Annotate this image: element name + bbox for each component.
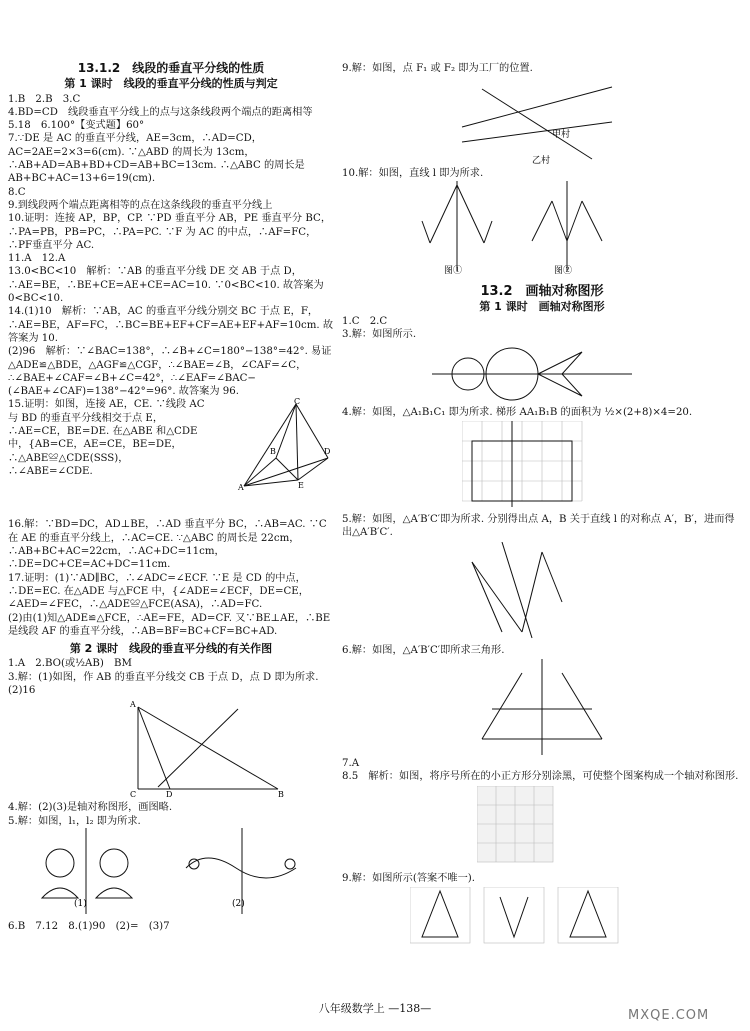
answer-line: 16.解：∵BD=DC，AD⊥BE，∴AD 垂直平分 BC，∴AB=AC. ∵C在 AE 的垂直平分线上，∴AC=CE. ∵△ABC 的周长是 22cm，∴AB+BC+AC=22cm，∴AC+DC=11cm，∴DE=DC+CE=AC+DC=11cm.	[8, 519, 327, 571]
lesson-title: 第 1 课时 画轴对称图形	[479, 299, 605, 313]
answer-line: 9.解：如图，点 F₁ 或 F₂ 即为工厂的位置.	[342, 63, 533, 74]
svg-text:A: A	[130, 700, 136, 710]
answer-line: 14.(1)10 解析：∵AB，AC 的垂直平分线分别交 BC 于点 E，F，∴AE=BE，AF=FC，∴BC=BE+EF+CF=AE+EF+AF=10cm. 故答案为 10.	[8, 306, 334, 344]
answer-line: 8.5 解析：如图，将序号所在的小正方形分别涂黑，可使整个图案构成一个轴对称图形.	[342, 771, 739, 783]
answer-line: 1.C 2.C	[342, 316, 388, 328]
answer-line: 8.C	[8, 186, 26, 198]
page-footer: 八年级数学上 —138—	[318, 1002, 432, 1015]
q3-fish-figure	[432, 344, 632, 404]
q9-map-figure	[442, 77, 622, 165]
answer-line: 17.证明：(1)∵AD∥BC，∴∠ADC=∠ECF. ∵E 是 CD 的中点，∴DE=EC. 在△ADE 与△FCE 中，{∠ADE=∠ECF，DE=CE，∠AED=∠FEC，∴△ADE≌△FCE(ASA)，∴AD=FC.	[8, 572, 309, 611]
svg-text:A: A	[238, 483, 244, 491]
answer-line: 15.证明：如图，连接 AE，CE. ∵线段 AC 与 BD 的垂直平分线相交于点 E，∴AE=CE，BE=DE. 在△ABE 和△CDE 中，{AB=CE，AE=CE，BE=DE，∴△ABE≌△CDE(SSS)，∴∠ABE=∠CDE.	[8, 399, 205, 477]
answer-line: 9.解：如图所示(答案不唯一).	[342, 872, 475, 884]
answer-line: 7.A	[342, 757, 360, 769]
q8-grid-figure	[477, 786, 557, 870]
answer-line: 5.解：如图，△A′B′C′即为所求. 分别得出点 A，B 关于直线 l 的对称点 A′，B′，进而得出△A′B′C′.	[342, 514, 735, 539]
answer-line: (2)16	[8, 684, 36, 696]
svg-text:图①: 图①	[444, 265, 463, 276]
answer-line: (2)96 解析：∵∠BAC=138°，∴∠B+∠C=180°−138°=42°. 易证 △ADE≌△BDE，△AGF≌△CGF，∴∠BAE=∠B，∠CAF=∠C，∴∠BAE+∠CAF=∠B+∠C=42°，∴∠EAF=∠BAC−(∠BAE+∠CAF)=138°−42°=96°. 故答案为 96.	[8, 346, 332, 398]
answer-line: 5.解：如图，l₁，l₂ 即为所求.	[8, 815, 141, 827]
answer-line: 10.证明：连接 AP，BP，CP. ∵PD 垂直平分 AB，PE 垂直平分 BC，∴PA=PB，PB=PC，∴PA=PC. ∵F 为 AC 的中点，∴AF=FC，∴PF垂直平分 AC.	[8, 213, 332, 251]
svg-text:C: C	[294, 398, 301, 407]
svg-text:图②: 图②	[554, 265, 573, 276]
fig10-2	[522, 181, 612, 277]
answer-line: 13.0<BC<10 解析：∵AB 的垂直平分线 DE 交 AB 于点 D，∴AE=BE，∴BE+CE=AE+CE=AC=10. ∵0<BC<10. 故答案为 0<BC<10.	[8, 266, 324, 305]
answer-line: 1.B 2.B 3.C	[8, 93, 81, 105]
q10-figures	[342, 181, 742, 279]
svg-text:甲村: 甲村	[552, 130, 571, 141]
section-title: 13.1.2 线段的垂直平分线的性质	[77, 61, 265, 75]
fig-label: (2)	[232, 898, 245, 909]
q9-grids-figure	[410, 887, 640, 947]
answer-line: 3.解：(1)如图，作 AB 的垂直平分线交 CB 于点 D，点 D 即为所求.	[8, 671, 319, 683]
svg-text:B: B	[278, 790, 284, 800]
watermark: MXQE.COM	[628, 1008, 710, 1023]
answer-line: 7.∵DE 是 AC 的垂直平分线，AE=3cm，∴AD=CD，AC=2AE=2×3=6(cm). ∵△ABD 的周长为 13cm，∴AB+AD=AB+BD+CD=AB+BC=13cm. ∴△ABC 的周长是 AB+BC+AC=13+6=19(cm).	[8, 133, 305, 185]
answer-line: 4.解：如图，△A₁B₁C₁ 即为所求. 梯形 AA₁B₁B 的面积为 ½×(2+8)×4=20.	[342, 406, 693, 418]
q3-triangle-figure	[128, 699, 328, 799]
girls-figure	[22, 828, 152, 916]
answer-line: 5.18 6.100°【变式题】60°	[8, 120, 145, 132]
svg-text:D: D	[166, 790, 173, 800]
q15-figure	[236, 398, 334, 490]
fig-label: (1)	[74, 898, 87, 909]
answer-line: 11.A 12.A	[8, 253, 66, 265]
q15-block	[8, 398, 334, 518]
section-title: 13.2 画轴对称图形	[480, 283, 604, 299]
lesson-title: 第 1 课时 线段的垂直平分线的性质与判定	[64, 77, 278, 91]
answer-line: 4.BD=CD 线段垂直平分线上的点与这条线段两个端点的距离相等	[8, 106, 313, 118]
answer-line: 4.解：(2)(3)是轴对称图形，画图略.	[8, 802, 173, 814]
answer-line: 6.解：如图，△A′B′C′即所求三角形.	[342, 644, 505, 656]
swirl-figure	[176, 828, 306, 916]
answer-line: 1.A 2.BO(或½AB) BM	[8, 658, 132, 670]
fig10-1	[412, 181, 502, 277]
q5-triangle-figure	[462, 542, 612, 642]
svg-text:B: B	[270, 447, 276, 457]
answer-line: (2)由(1)知△ADE≌△FCE，∴AE=FE，AD=CF. 又∵BE⊥AE，∴BE 是线段 AF 的垂直平分线，∴AB=BF=BC+CF=BC+AD.	[8, 612, 331, 637]
svg-text:乙村: 乙村	[532, 156, 551, 166]
answer-line: 9.到线段两个端点距离相等的点在这条线段的垂直平分线上	[8, 199, 273, 211]
svg-text:E: E	[298, 481, 304, 491]
left-column	[8, 62, 334, 933]
lesson-title: 第 2 课时 线段的垂直平分线的有关作图	[69, 642, 273, 656]
q6-figure	[472, 659, 612, 755]
answer-line: 3.解：如图所示.	[342, 329, 417, 341]
svg-text:D: D	[324, 447, 331, 457]
answer-line: 10.解：如图，直线 l 即为所求.	[342, 168, 484, 180]
right-column	[342, 62, 742, 949]
svg-text:C: C	[130, 790, 137, 800]
answer-line: 6.B 7.12 8.(1)90 (2)= (3)7	[8, 920, 170, 932]
q5-figures	[8, 828, 334, 920]
q4-grid-figure	[462, 421, 592, 511]
